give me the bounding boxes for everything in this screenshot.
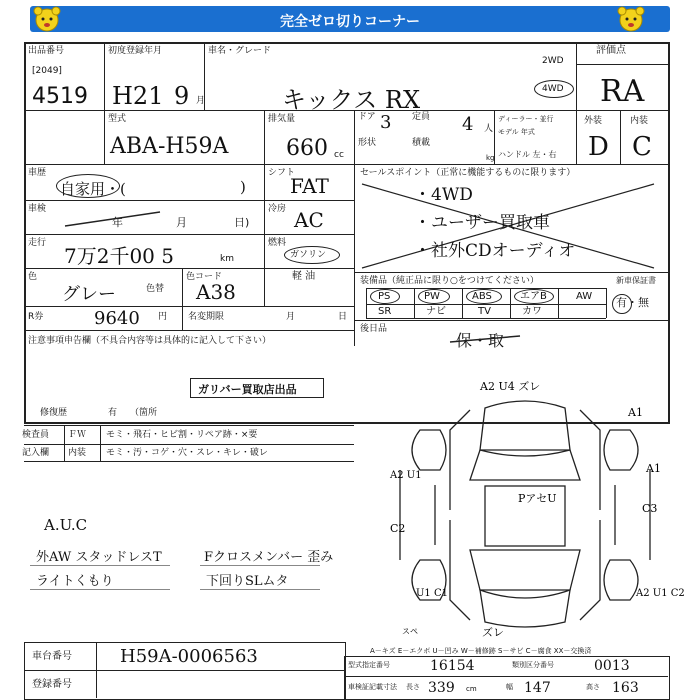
width-label: 幅 — [506, 683, 513, 691]
warranty-circle — [612, 294, 632, 314]
equip-airbag-circle — [514, 289, 554, 304]
equip-ps: PS — [378, 291, 391, 302]
model-value: ABA-H59A — [110, 134, 229, 159]
diagram-right1-label: A1 — [646, 462, 661, 475]
equip-tv: TV — [478, 306, 491, 317]
diagram-bottom-left-label: U1 C1 — [416, 588, 448, 599]
class-label: 類別区分番号 — [512, 661, 554, 669]
doors-label: ドア — [358, 112, 376, 122]
fuel-diesel: 軽 油 — [292, 271, 316, 282]
fuel-gas: ガソリン — [290, 250, 327, 260]
history-value: 自家用・( — [60, 180, 126, 198]
diagram-right2-label: C3 — [642, 502, 658, 515]
equip-navi: ナビ — [426, 306, 446, 317]
capacity-value: 4 — [462, 114, 474, 135]
recycle-label: R券 — [28, 312, 44, 322]
equip-ps-circle — [370, 289, 400, 304]
inspection-year: 年 — [112, 216, 123, 229]
warranty-label: 新車保証書 — [616, 276, 656, 285]
dealer-label: ディーラー・並行 — [498, 115, 554, 123]
repair-label: 修復歴 — [40, 408, 68, 418]
remark-2: 外AW スタッドレスT — [36, 550, 162, 565]
drive-2wd: 2WD — [542, 56, 564, 66]
inspector-row2-items: モミ・汚・コゲ・穴・スレ・キレ・破レ — [106, 448, 268, 458]
len-label: 長さ — [406, 683, 420, 691]
sales-point-1: ・4WD — [414, 185, 473, 205]
len-unit: cm — [466, 685, 477, 693]
sales-point-3: ・社外CDオーディオ — [414, 241, 576, 261]
recycle-unit: 円 — [158, 312, 168, 322]
drive-4wd: 4WD — [542, 84, 564, 94]
load-label: 積載 — [412, 138, 431, 148]
fuel-label: 燃料 — [268, 238, 287, 248]
displacement-value: 660 — [286, 136, 328, 161]
repair-place: （箇所 — [130, 408, 158, 418]
chassis-label: 車台番号 — [32, 651, 72, 662]
inspection-strike — [60, 204, 170, 232]
inspection-label: 車検 — [28, 204, 47, 214]
notes-label: 注意事項申告欄（不具合内容等は具体的に記入して下さい） — [28, 336, 272, 346]
height-value: 163 — [612, 680, 639, 696]
chassis-value: H59A-0006563 — [120, 646, 258, 667]
repair-yes: 有 — [108, 408, 118, 418]
diagram-left2-label: C2 — [390, 522, 406, 535]
bear-mascot-left-icon — [30, 4, 64, 34]
rear-seat-strike — [448, 330, 524, 350]
diagram-bottom-right-label: A2 U1 C2 — [636, 588, 685, 599]
registration-label: 登録番号 — [32, 679, 72, 690]
deadline-label: 名変期限 — [188, 312, 225, 322]
bear-mascot-right-icon — [614, 4, 648, 34]
shift-value: FAT — [290, 174, 329, 198]
banner-title: 完全ゼロ切りコーナー — [280, 14, 420, 30]
first-reg-label: 初度登録年月 — [108, 46, 163, 56]
mileage-unit: km — [220, 254, 234, 264]
shape-label: 形状 — [358, 138, 377, 148]
inspector-row1-items: モミ・飛石・ヒビ割・リペア跡・×要 — [106, 430, 258, 440]
equip-pw: PW — [424, 291, 440, 302]
remark-5: 下回りSLムタ — [206, 574, 289, 589]
deadline-day: 日 — [338, 312, 348, 322]
history-label: 車歴 — [28, 168, 47, 178]
score-value: RA — [600, 74, 645, 109]
lot-label: 出品番号 — [28, 46, 65, 56]
class-value: 0013 — [594, 658, 630, 674]
inspection-month: 月 — [176, 216, 187, 229]
capacity-label: 定員 — [412, 112, 431, 122]
height-label: 高さ — [586, 683, 600, 691]
car-diagram — [390, 380, 685, 640]
equip-pw-circle — [418, 289, 450, 304]
displacement-unit: cc — [334, 150, 344, 160]
color-code: A38 — [196, 280, 236, 304]
car-name-label: 車名・グレード — [208, 46, 272, 56]
len-value: 339 — [428, 680, 455, 696]
legend: A－キズ E－エクボ U－凹み W－補修跡 S－サビ C－腐食 XX－交換済 — [370, 647, 592, 655]
sales-points-label: セールスポイント（正常に機能するものに限ります） — [360, 168, 576, 178]
equip-aw: AW — [576, 291, 593, 302]
inspector-label-1: 検査員 — [22, 430, 50, 440]
inspector-label-2: 記入欄 — [22, 448, 50, 458]
model-year-label: モデル 年式 — [498, 128, 535, 136]
diagram-bottom-center-label: ズレ — [482, 626, 504, 639]
notes-stamp: ガリバー買取店出品 — [198, 383, 297, 396]
equipment-label: 装備品（純正品に限り○をつけてください） — [360, 276, 539, 286]
color-shade-label: 色替 — [146, 284, 165, 294]
load-kg: kg — [486, 154, 495, 162]
handle-label: ハンドル 左・右 — [498, 150, 557, 159]
equip-abs: ABS — [472, 291, 492, 302]
lot-number: 4519 — [32, 84, 88, 109]
history-circle — [56, 174, 120, 198]
score-int-label: 内装 — [630, 116, 649, 126]
equip-airbag: エアB — [520, 291, 547, 302]
cooler-value: AC — [294, 208, 324, 232]
remark-3: ライトくもり — [36, 574, 114, 589]
recycle-value: 9640 — [94, 308, 140, 329]
type-label: 型式指定番号 — [348, 661, 390, 669]
capacity-unit: 人 — [484, 124, 494, 134]
cooler-label: 冷房 — [268, 204, 287, 214]
equip-leather: カワ — [522, 306, 542, 317]
diagram-left1-label: A2 U1 — [390, 470, 422, 481]
cert-label: 車検証記載寸法 — [348, 683, 397, 691]
score-label: 評価点 — [596, 45, 626, 56]
diagram-center-label: PアセU — [518, 492, 557, 505]
type-value: 16154 — [430, 658, 475, 674]
sales-point-2: ・ユーザー買取車 — [414, 213, 550, 233]
score-int: C — [632, 132, 652, 162]
mileage-value: 7万2千00 5 — [64, 244, 174, 268]
inspector-row1-label: ＦＷ — [68, 430, 87, 440]
color-label: 色 — [28, 272, 38, 282]
warranty-value: 有・無 — [616, 296, 649, 309]
first-reg-era: H21 — [112, 82, 164, 110]
rear-seat-label: 後日品 — [360, 324, 388, 334]
lot-code: [2049] — [32, 66, 62, 76]
car-name-value: キックス RX — [282, 86, 421, 114]
diagram-top-right-label: A1 — [628, 406, 643, 419]
shift-label: シフト — [268, 168, 296, 178]
history-close: ) — [240, 178, 246, 196]
score-ext: D — [588, 132, 609, 162]
remark-4: Fクロスメンバー 歪み — [204, 550, 334, 565]
equip-abs-circle — [466, 289, 502, 304]
header-banner — [30, 6, 670, 32]
equip-sr: SR — [378, 306, 392, 317]
deadline-month: 月 — [286, 312, 296, 322]
first-reg-month: 9 — [174, 82, 190, 110]
doors-value: 3 — [380, 112, 392, 133]
rear-seat-value: 保・取 — [456, 331, 505, 350]
remark-1: A.U.C — [44, 516, 88, 534]
width-value: 147 — [524, 680, 551, 696]
model-label: 型式 — [108, 114, 127, 124]
inspector-row2-label: 内装 — [68, 448, 87, 458]
inspection-day: 日) — [234, 216, 250, 229]
color-value: グレー — [62, 284, 116, 305]
displacement-label: 排気量 — [268, 114, 296, 124]
score-ext-label: 外装 — [584, 116, 603, 126]
mileage-label: 走行 — [28, 238, 47, 248]
diagram-bottom-left2-label: スペ — [402, 627, 418, 636]
first-reg-month-unit: 月 — [196, 96, 206, 106]
diagram-top-label: A2 U4 ズレ — [480, 380, 541, 393]
color-code-label: 色コード — [186, 272, 223, 282]
